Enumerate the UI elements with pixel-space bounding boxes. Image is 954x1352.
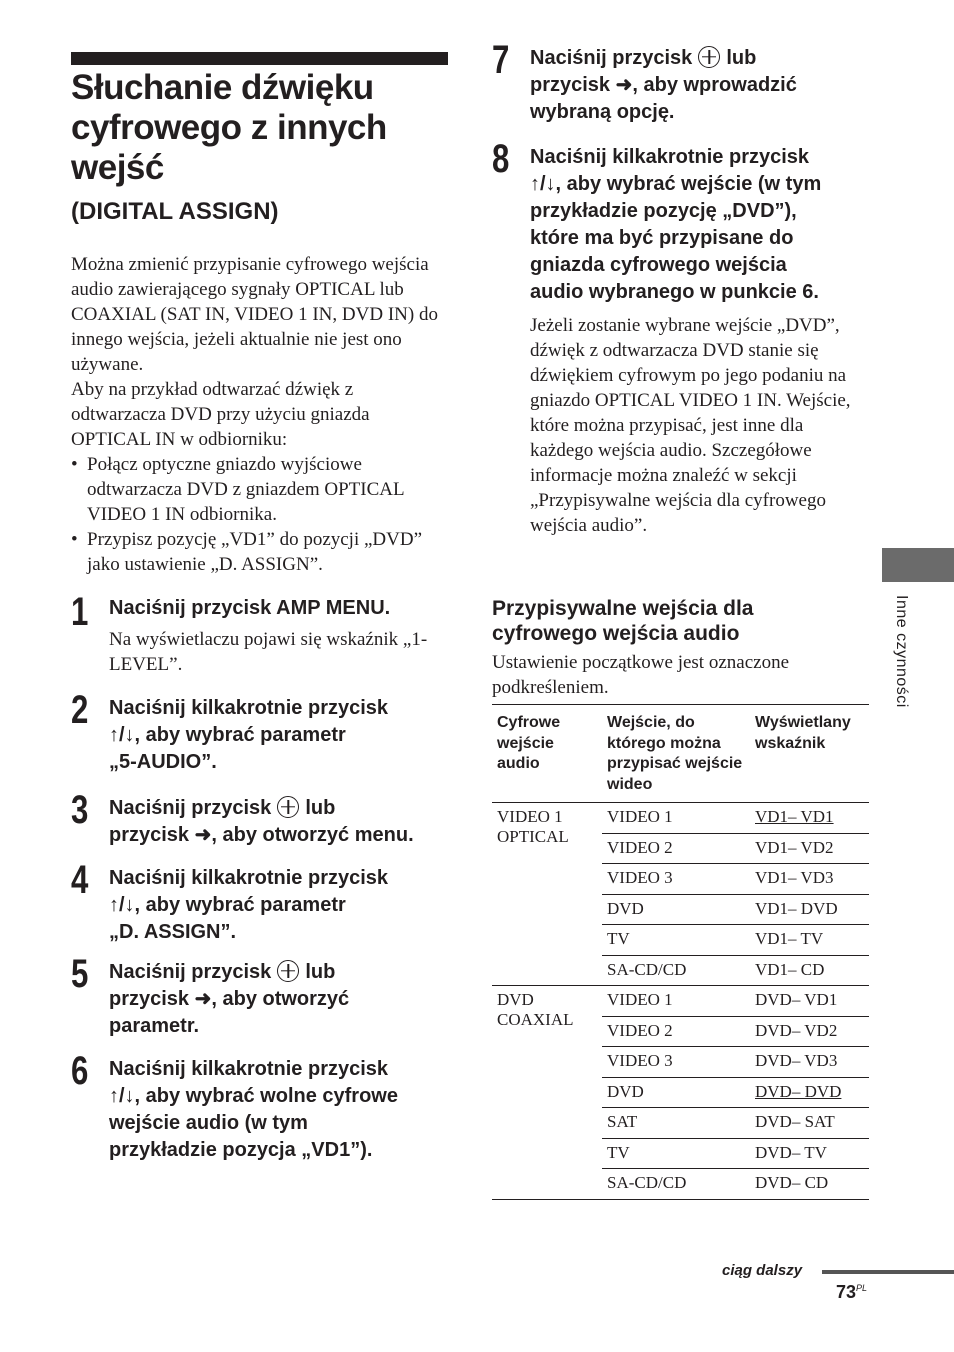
intro bbox=[71, 252, 451, 577]
step-heading: Naciśnij przycisk lub przycisk ➜, aby otworzyć parametr. bbox=[109, 961, 350, 1037]
column-header: Cyfrowe wejście audio bbox=[492, 705, 602, 803]
continued-label: ciąg dalszy bbox=[722, 1262, 803, 1279]
assign-table bbox=[492, 704, 869, 1200]
indicator-cell: VD1– DVD bbox=[750, 894, 869, 925]
step-heading: Naciśnij kilkakrotnie przycisk ↑/↓, aby wybrać parametr „D. ASSIGN”. bbox=[109, 867, 389, 943]
indicator-cell: DVD– TV bbox=[750, 1138, 869, 1169]
input-cell: SA-CD/CD bbox=[607, 1173, 687, 1192]
input-cell: TV bbox=[602, 925, 750, 956]
indicator-cell: VD1– CD bbox=[750, 955, 869, 986]
table-header-row bbox=[492, 705, 869, 803]
enter-button-icon bbox=[698, 46, 720, 68]
input-cell: VIDEO 2 bbox=[602, 833, 750, 864]
indicator-cell bbox=[750, 1077, 869, 1108]
group-cell: VIDEO 1 OPTICAL bbox=[492, 803, 602, 986]
step-number: 7 bbox=[492, 38, 510, 82]
step-heading: Naciśnij przycisk lub przycisk ➜, aby otworzyć menu. bbox=[109, 797, 414, 846]
step-heading: Naciśnij przycisk AMP MENU. bbox=[109, 597, 391, 619]
input-cell: VIDEO 3 bbox=[602, 1047, 750, 1078]
input-cell: VIDEO 1 bbox=[602, 986, 750, 1017]
indicator-cell bbox=[750, 803, 869, 834]
input-cell: SA-CD/CD bbox=[602, 955, 750, 986]
input-cell: VIDEO 2 bbox=[602, 1016, 750, 1047]
step-number: 8 bbox=[492, 137, 510, 181]
step-heading: Naciśnij kilkakrotnie przycisk ↑/↓, aby wybrać parametr „5-AUDIO”. bbox=[109, 697, 389, 773]
step-description: Na wyświetlaczu pojawi się wskaźnik „1-LEVEL”. bbox=[109, 629, 428, 675]
default-indicator: VD1– VD1 bbox=[755, 807, 834, 826]
page-number: $73^{PL}$ bbox=[836, 1282, 868, 1302]
step-description: Jeżeli zostanie wybrane wejście „DVD”, dźwięk z odtwarzacza DVD stanie się dźwiękiem cyfrowym po jego podaniu na gniazdo OPTICAL VIDEO 1 IN. Wejście, które można przypisać, jest inne dla każdego wejścia audio. Szczegółowe informacje można znaleźć w sekcji „Przypisywalne wejścia dla cyfrowego wejścia audio”. bbox=[530, 315, 851, 536]
input-cell: DVD bbox=[602, 1077, 750, 1108]
input-cell: TV bbox=[602, 1138, 750, 1169]
step-number: 3 bbox=[71, 788, 89, 832]
indicator-cell: VD1– VD2 bbox=[750, 833, 869, 864]
default-indicator: DVD– DVD bbox=[755, 1081, 842, 1101]
indicator-cell: DVD– VD1 bbox=[750, 986, 869, 1017]
enter-button-icon bbox=[277, 796, 299, 818]
step-number: 4 bbox=[71, 858, 89, 902]
continued-rule bbox=[822, 1270, 954, 1274]
section-note: Ustawienie początkowe jest oznaczone podkreśleniem. bbox=[492, 652, 790, 698]
input-cell: VIDEO 1 bbox=[602, 803, 750, 834]
page-subtitle: (DIGITAL ASSIGN) bbox=[71, 198, 279, 225]
intro-paragraph: Można zmienić przypisanie cyfrowego wejścia audio zawierającego sygnały OPTICAL lub COAXIAL (SAT IN, VIDEO 1 IN, DVD IN) do innego wejścia, jeżeli aktualnie nie jest ono używane. bbox=[71, 254, 438, 375]
step-number: 5 bbox=[71, 952, 89, 996]
step-heading: Naciśnij przycisk lub przycisk ➜, aby wprowadzić wybraną opcję. bbox=[530, 47, 797, 123]
indicator-cell: DVD– CD bbox=[755, 1173, 829, 1192]
indicator-cell: DVD– VD2 bbox=[750, 1016, 869, 1047]
group-cell: DVD COAXIAL bbox=[497, 990, 574, 1029]
bullet-item: • Połącz optyczne gniazdo wyjściowe odtwarzacza DVD z gniazdem OPTICAL VIDEO 1 IN odbiornika. bbox=[71, 454, 404, 525]
step-number: 1 bbox=[71, 590, 89, 634]
indicator-cell: VD1– VD3 bbox=[750, 864, 869, 895]
step-heading: Naciśnij kilkakrotnie przycisk ↑/↓, aby wybrać wejście (w tym przykładzie pozycję „DVD”), które ma być przypisane do gniazda cyfrowego wejścia audio wybranego w punkcie 6. bbox=[530, 146, 822, 303]
page-title: Słuchanie dźwięku cyfrowego z innych wejść bbox=[71, 68, 387, 187]
title-rule bbox=[71, 52, 448, 65]
section-tab-marker bbox=[882, 548, 954, 582]
indicator-cell: DVD– SAT bbox=[750, 1108, 869, 1139]
column-header: Wyświetlany wskaźnik bbox=[750, 705, 869, 803]
step-number: 6 bbox=[71, 1049, 89, 1093]
bullet-item: • Przypisz pozycję „VD1” do pozycji „DVD” jako ustawienie „D. ASSIGN”. bbox=[71, 529, 423, 575]
input-cell: VIDEO 3 bbox=[602, 864, 750, 895]
enter-button-icon bbox=[277, 960, 299, 982]
step-heading: Naciśnij kilkakrotnie przycisk ↑/↓, aby wybrać wolne cyfrowe wejście audio (w tym przykładzie pozycja „VD1”). bbox=[109, 1058, 398, 1161]
indicator-cell: DVD– VD3 bbox=[750, 1047, 869, 1078]
input-cell: SAT bbox=[602, 1108, 750, 1139]
intro-paragraph: Aby na przykład odtwarzać dźwięk z odtwarzacza DVD przy użyciu gniazda OPTICAL IN w odbiorniku: bbox=[71, 379, 370, 450]
column-header: Wejście, do którego można przypisać wejście wideo bbox=[602, 705, 750, 803]
step-number: 2 bbox=[71, 688, 89, 732]
section-title: Przypisywalne wejścia dla cyfrowego wejścia audio bbox=[492, 597, 754, 645]
side-section-label: Inne czynności bbox=[893, 595, 910, 708]
indicator-cell: VD1– TV bbox=[750, 925, 869, 956]
input-cell: DVD bbox=[602, 894, 750, 925]
table-row bbox=[492, 803, 869, 834]
table-row bbox=[492, 986, 869, 1017]
